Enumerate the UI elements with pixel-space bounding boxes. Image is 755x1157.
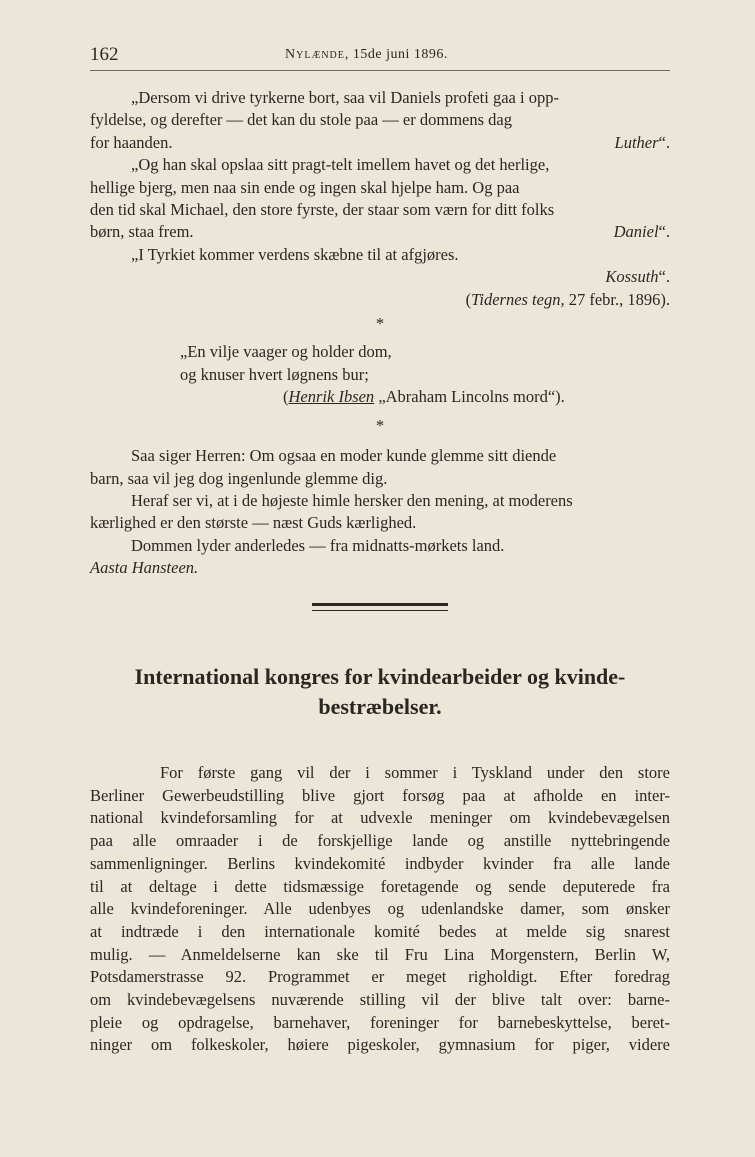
paragraph-line: barn, saa vil jeg dog ingenlunde glemme dig. (90, 468, 388, 488)
signature: Aasta Hansteen. (90, 558, 199, 578)
issue-date: 15de juni 1896. (352, 47, 448, 62)
double-rule-divider (312, 603, 448, 611)
quotes-section (90, 87, 670, 580)
quote-attribution (615, 132, 670, 154)
paragraph-line: Dommen lyder anderledes — fra midnatts-mørkets land. (131, 535, 505, 555)
section-asterisk: * (375, 415, 385, 435)
attribution-name: Luther (614, 132, 659, 152)
article-title (90, 662, 670, 722)
paragraph-line: Heraf ser vi, at i de højeste himle hersker den mening, at moderens (131, 490, 573, 510)
rule-thick (312, 603, 448, 606)
article-title-line: bestræbelser. (318, 694, 442, 719)
quote-line: fyldelse, og derefter — det kan du stole paa — er dommens dag (90, 110, 512, 130)
quote-line: „Og han skal opslaa sitt pragt-telt imellem havet og det herlige, (131, 155, 550, 175)
article-line: sammenligninger. Berlins kvindekomité indbyder kvinder fra alle lande (90, 853, 670, 873)
article-line: mulig. — Anmeldelserne kan ske til Fru Lina Morgenstern, Berlin W, (90, 944, 670, 964)
article-line: national kvindeforsamling for at udvexle meninger om kvindebevægelsen (90, 808, 670, 828)
poem (90, 341, 670, 408)
article-line: ninger om folkeskoler, høiere pigeskoler, gymnasium for piger, videre (90, 1035, 670, 1055)
running-header (90, 44, 670, 71)
article-line: For første gang vil der i sommer i Tyskland under den store (160, 763, 670, 782)
article-body (90, 762, 670, 1057)
poem-line: „En vilje vaager og holder dom, (180, 342, 392, 362)
article-line: paa alle omraader i de forskjellige lande og anstille nyttebringende (90, 831, 670, 851)
closing-paragraphs (90, 445, 670, 579)
attribution-tail: “. (658, 222, 670, 242)
attribution-name: Kossuth (605, 267, 659, 287)
poem-author: Henrik Ibsen (288, 387, 375, 407)
article-line: alle kvindeforeninger. Alle udenbyes og udenlandske damer, som ønsker (90, 899, 670, 919)
section-asterisk: * (375, 314, 385, 334)
poem-line: og knuser hvert løgnens bur; (180, 364, 369, 384)
article-line: Berliner Gewerbeudstilling blive gjort forsøg paa at afholde en inter- (90, 785, 670, 805)
quote-line: „I Tyrkiet kommer verdens skæbne til at afgjøres. (131, 244, 459, 264)
paragraph-line: kærlighed er den største — næst Guds kærlighed. (90, 513, 417, 533)
attribution-tail: “. (658, 132, 670, 152)
article-line: om kvindebevægelsens nuværende stilling vil der blive talt over: barne- (90, 990, 670, 1010)
quote-line: hellige bjerg, men naa sin ende og ingen skal hjelpe ham. Og paa (90, 177, 520, 197)
attribution-name: Daniel (613, 222, 659, 242)
poem-work: „Abraham Lincolns mord“). (374, 387, 565, 407)
rule-thin (312, 610, 448, 611)
quote-line-text: for haanden. (90, 132, 173, 152)
attribution-tail: “. (658, 267, 670, 287)
quote-line: „Dersom vi drive tyrkerne bort, saa vil Daniels profeti gaa i opp- (131, 88, 559, 107)
journal-name: Nylænde (285, 47, 345, 62)
quote-line (90, 221, 670, 243)
quote-attribution (90, 266, 670, 288)
paragraph-line: Saa siger Herren: Om ogsaa en moder kunde glemme sitt diende (131, 446, 557, 466)
article-line: at indtræde i den internationale komité bedes at melde sig snarest (90, 921, 670, 941)
quote-line-text: børn, staa frem. (90, 222, 194, 242)
source-title: Tidernes tegn, (471, 289, 565, 309)
article-line: til at deltage i dette tidsmæssige foretagende og sende deputerede fra (90, 876, 670, 896)
article-title-line: International kongres for kvindearbeider og kvinde- (134, 664, 626, 689)
quote-attribution (614, 221, 670, 243)
running-title: Nylænde, 15de juni 1896. (285, 47, 448, 62)
quote-line: den tid skal Michael, den store fyrste, der staar som værn for ditt folks (90, 200, 555, 220)
quote-line (90, 132, 670, 154)
article-line: Potsdamerstrasse 92. Programmet er meget righoldigt. Efter foredrag (90, 967, 670, 987)
source-citation: (Tidernes tegn, 27 febr., 1896). (465, 289, 670, 309)
poem-attribution: (Henrik Ibsen „Abraham Lincolns mord“). (283, 387, 565, 407)
article-line: pleie og opdragelse, barnehaver, foreninger for barnebeskyttelse, beret- (90, 1012, 670, 1032)
page-number: 162 (90, 44, 119, 65)
